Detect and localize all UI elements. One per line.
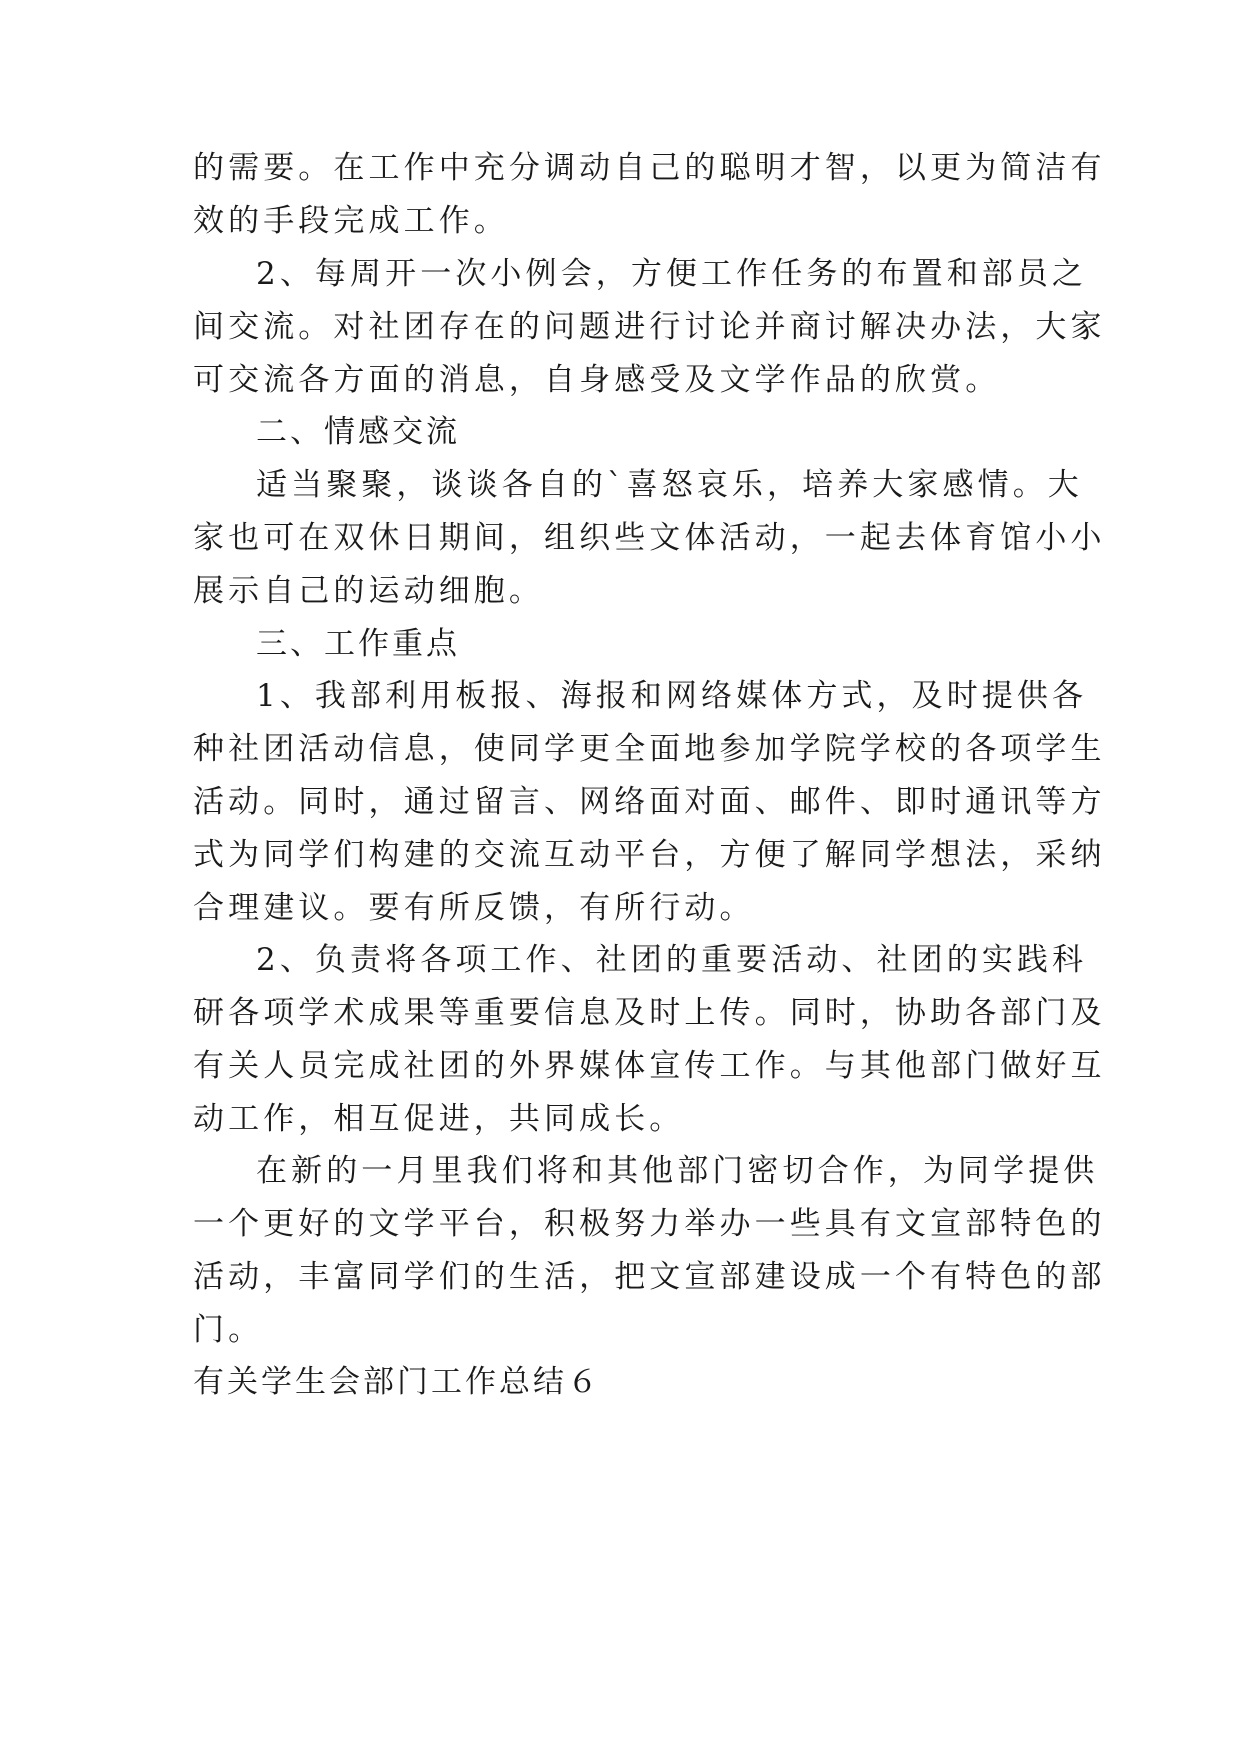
paragraph-line: 展示自己的运动细胞。 — [193, 573, 544, 609]
paragraph-line: 效的手段完成工作。 — [193, 203, 509, 239]
paragraph-line: 式为同学们构建的交流互动平台，方便了解同学想法，采纳 — [193, 837, 1106, 873]
paragraph-line: 门。 — [193, 1312, 264, 1348]
paragraph-line: 合理建议。要有所反馈，有所行动。 — [193, 890, 755, 926]
paragraph-line: 2、负责将各项工作、社团的重要活动、社团的实践科 — [256, 942, 1088, 978]
document-title: 有关学生会部门工作总结６ — [193, 1364, 601, 1400]
paragraph-line: 种社团活动信息，使同学更全面地参加学院学校的各项学生 — [193, 731, 1106, 767]
paragraph-line: 间交流。对社团存在的问题进行讨论并商讨解决办法，大家 — [193, 309, 1106, 345]
paragraph-line: 可交流各方面的消息，自身感受及文学作品的欣赏。 — [193, 362, 1001, 398]
paragraph-line: 有关人员完成社团的外界媒体宣传工作。与其他部门做好互 — [193, 1048, 1106, 1084]
section-heading: 二、情感交流 — [256, 414, 460, 450]
paragraph-line: 活动。同时，通过留言、网络面对面、邮件、即时通讯等方 — [193, 784, 1106, 820]
paragraph-line: 1、我部利用板报、海报和网络媒体方式，及时提供各 — [256, 678, 1088, 714]
section-heading: 三、工作重点 — [256, 626, 460, 662]
paragraph-line: 在新的一月里我们将和其他部门密切合作，为同学提供 — [256, 1153, 1099, 1189]
paragraph-line: 家也可在双休日期间，组织些文体活动，一起去体育馆小小 — [193, 520, 1106, 556]
paragraph-line: 动工作，相互促进，共同成长。 — [193, 1101, 685, 1137]
paragraph-line: 研各项学术成果等重要信息及时上传。同时，协助各部门及 — [193, 995, 1106, 1031]
paragraph-line: 一个更好的文学平台，积极努力举办一些具有文宣部特色的 — [193, 1206, 1106, 1242]
paragraph-line: 2、每周开一次小例会，方便工作任务的布置和部员之 — [256, 256, 1088, 292]
paragraph-line: 活动，丰富同学们的生活，把文宣部建设成一个有特色的部 — [193, 1259, 1106, 1295]
paragraph-line: 适当聚聚，谈谈各自的`喜怒哀乐，培养大家感情。大 — [256, 467, 1083, 503]
paragraph-line: 的需要。在工作中充分调动自己的聪明才智，以更为简洁有 — [193, 150, 1106, 186]
